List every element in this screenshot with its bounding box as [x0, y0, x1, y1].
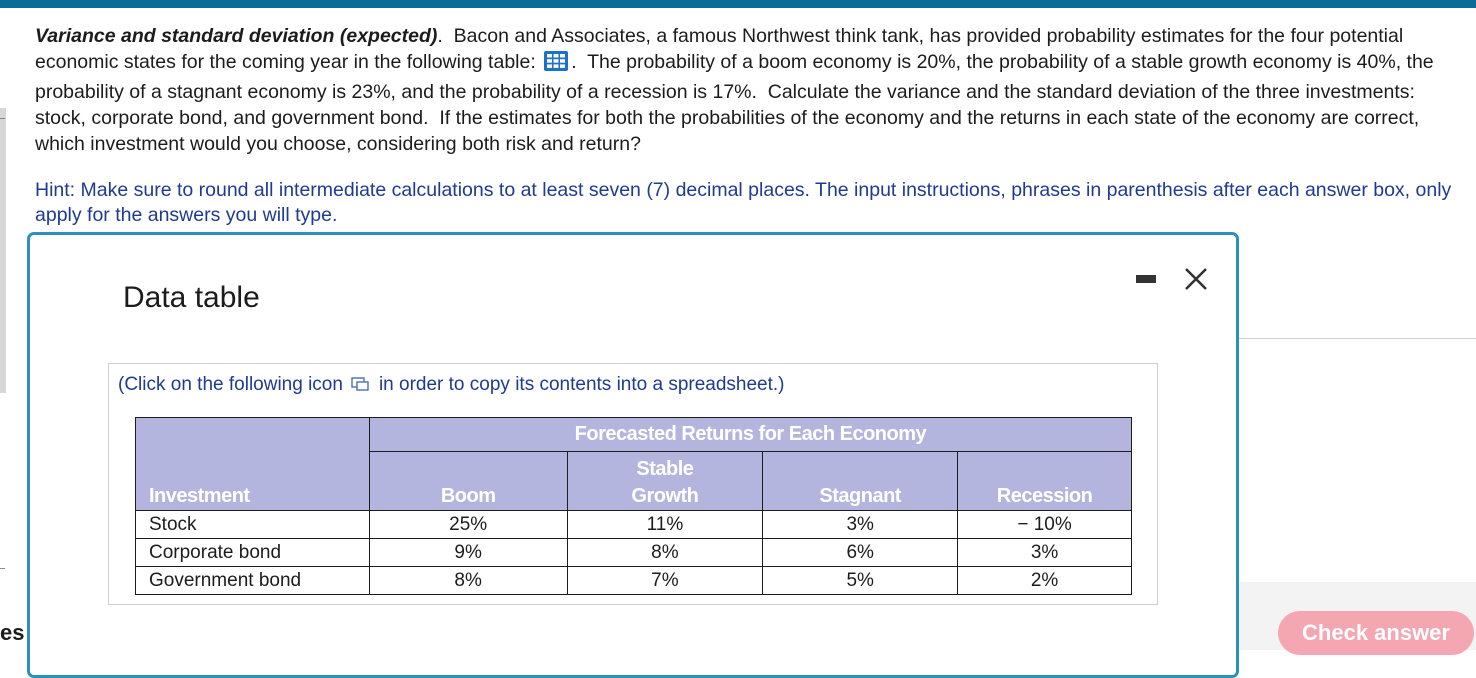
table-cell: 25%: [369, 511, 567, 539]
table-grid-icon[interactable]: [543, 50, 569, 79]
column-header: Stagnant: [763, 452, 958, 511]
investment-header: Investment: [136, 418, 370, 511]
question-body-end: . The probability of a boom economy is 20%, the probability of a stable growth economy is 40%, the probability of a stagnant economy is 23%, and the probability of a recession is 17%. Calculate the variance and the standard deviation of the three investments: stock, corporate bond, and government bond. If the estimates for both the probabilities of the economy and the returns in each state of the economy are correct, which investment would you choose, considering both risk and return?: [35, 51, 1440, 155]
column-header: Boom: [369, 452, 567, 511]
check-answer-button[interactable]: Check answer: [1278, 611, 1474, 655]
table-cell: 11%: [567, 511, 763, 539]
question-body-start: Bacon and Associates, a famous Northwest think tank, has provided probability estimates for the four potential economic states for the coming year in the following table:: [35, 25, 1409, 73]
left-scroll-edge: [0, 108, 6, 393]
row-label: Government bond: [136, 567, 370, 595]
group-header: Forecasted Returns for Each Economy: [369, 418, 1131, 452]
left-cut-text: es: [0, 620, 25, 645]
copy-icon[interactable]: [351, 376, 369, 398]
column-header: Stable Growth: [567, 452, 763, 511]
table-cell: − 10%: [958, 511, 1132, 539]
question-text: Variance and standard deviation (expected). Bacon and Associates, a famous Northwest think tank, has provided probability estimates for the four potential economic states for the coming year in the following table: . The probability of a boom economy is 20%, the probability of a stable growth economy is 40%, the probability of a stagnant economy is 23%, and the probability of a recession is 17%. Calculate the variance and the standard deviation of the three investments: stock, corporate bond, and government bond. If the estimates for both the probabilities of the economy and the returns in each state of the economy are correct, which investment would you choose, considering both risk and return?: [35, 25, 1440, 155]
divider: [1238, 338, 1476, 339]
minimize-icon[interactable]: [1136, 275, 1156, 283]
row-label: Corporate bond: [136, 539, 370, 567]
question-title: Variance and standard deviation (expected): [35, 25, 438, 47]
close-icon[interactable]: [1180, 263, 1212, 295]
data-table-panel: [108, 363, 1158, 605]
table-cell: 5%: [763, 567, 958, 595]
returns-table: [135, 417, 1132, 595]
table-cell: 3%: [763, 511, 958, 539]
table-row: [136, 567, 1132, 595]
row-label: Stock: [136, 511, 370, 539]
table-row: [136, 539, 1132, 567]
left-tick: [0, 568, 5, 569]
column-header: Recession: [958, 452, 1132, 511]
hint-text: Hint: Make sure to round all intermediate calculations to at least seven (7) decimal places. The input instructions, phrases in parenthesis after each answer box, only apply for the answers you will type.: [35, 179, 1452, 226]
table-cell: 8%: [567, 539, 763, 567]
table-cell: 7%: [567, 567, 763, 595]
data-table-dialog: [27, 232, 1239, 678]
top-accent-bar: [0, 0, 1476, 8]
copy-instructions: (Click on the following icon in order to copy its contents into a spreadsheet.): [118, 374, 785, 398]
table-cell: 3%: [958, 539, 1132, 567]
table-cell: 2%: [958, 567, 1132, 595]
dialog-title: Data table: [123, 281, 260, 314]
table-cell: 9%: [369, 539, 567, 567]
table-row: [136, 511, 1132, 539]
table-cell: 8%: [369, 567, 567, 595]
left-tick: [0, 118, 5, 119]
table-cell: 6%: [763, 539, 958, 567]
